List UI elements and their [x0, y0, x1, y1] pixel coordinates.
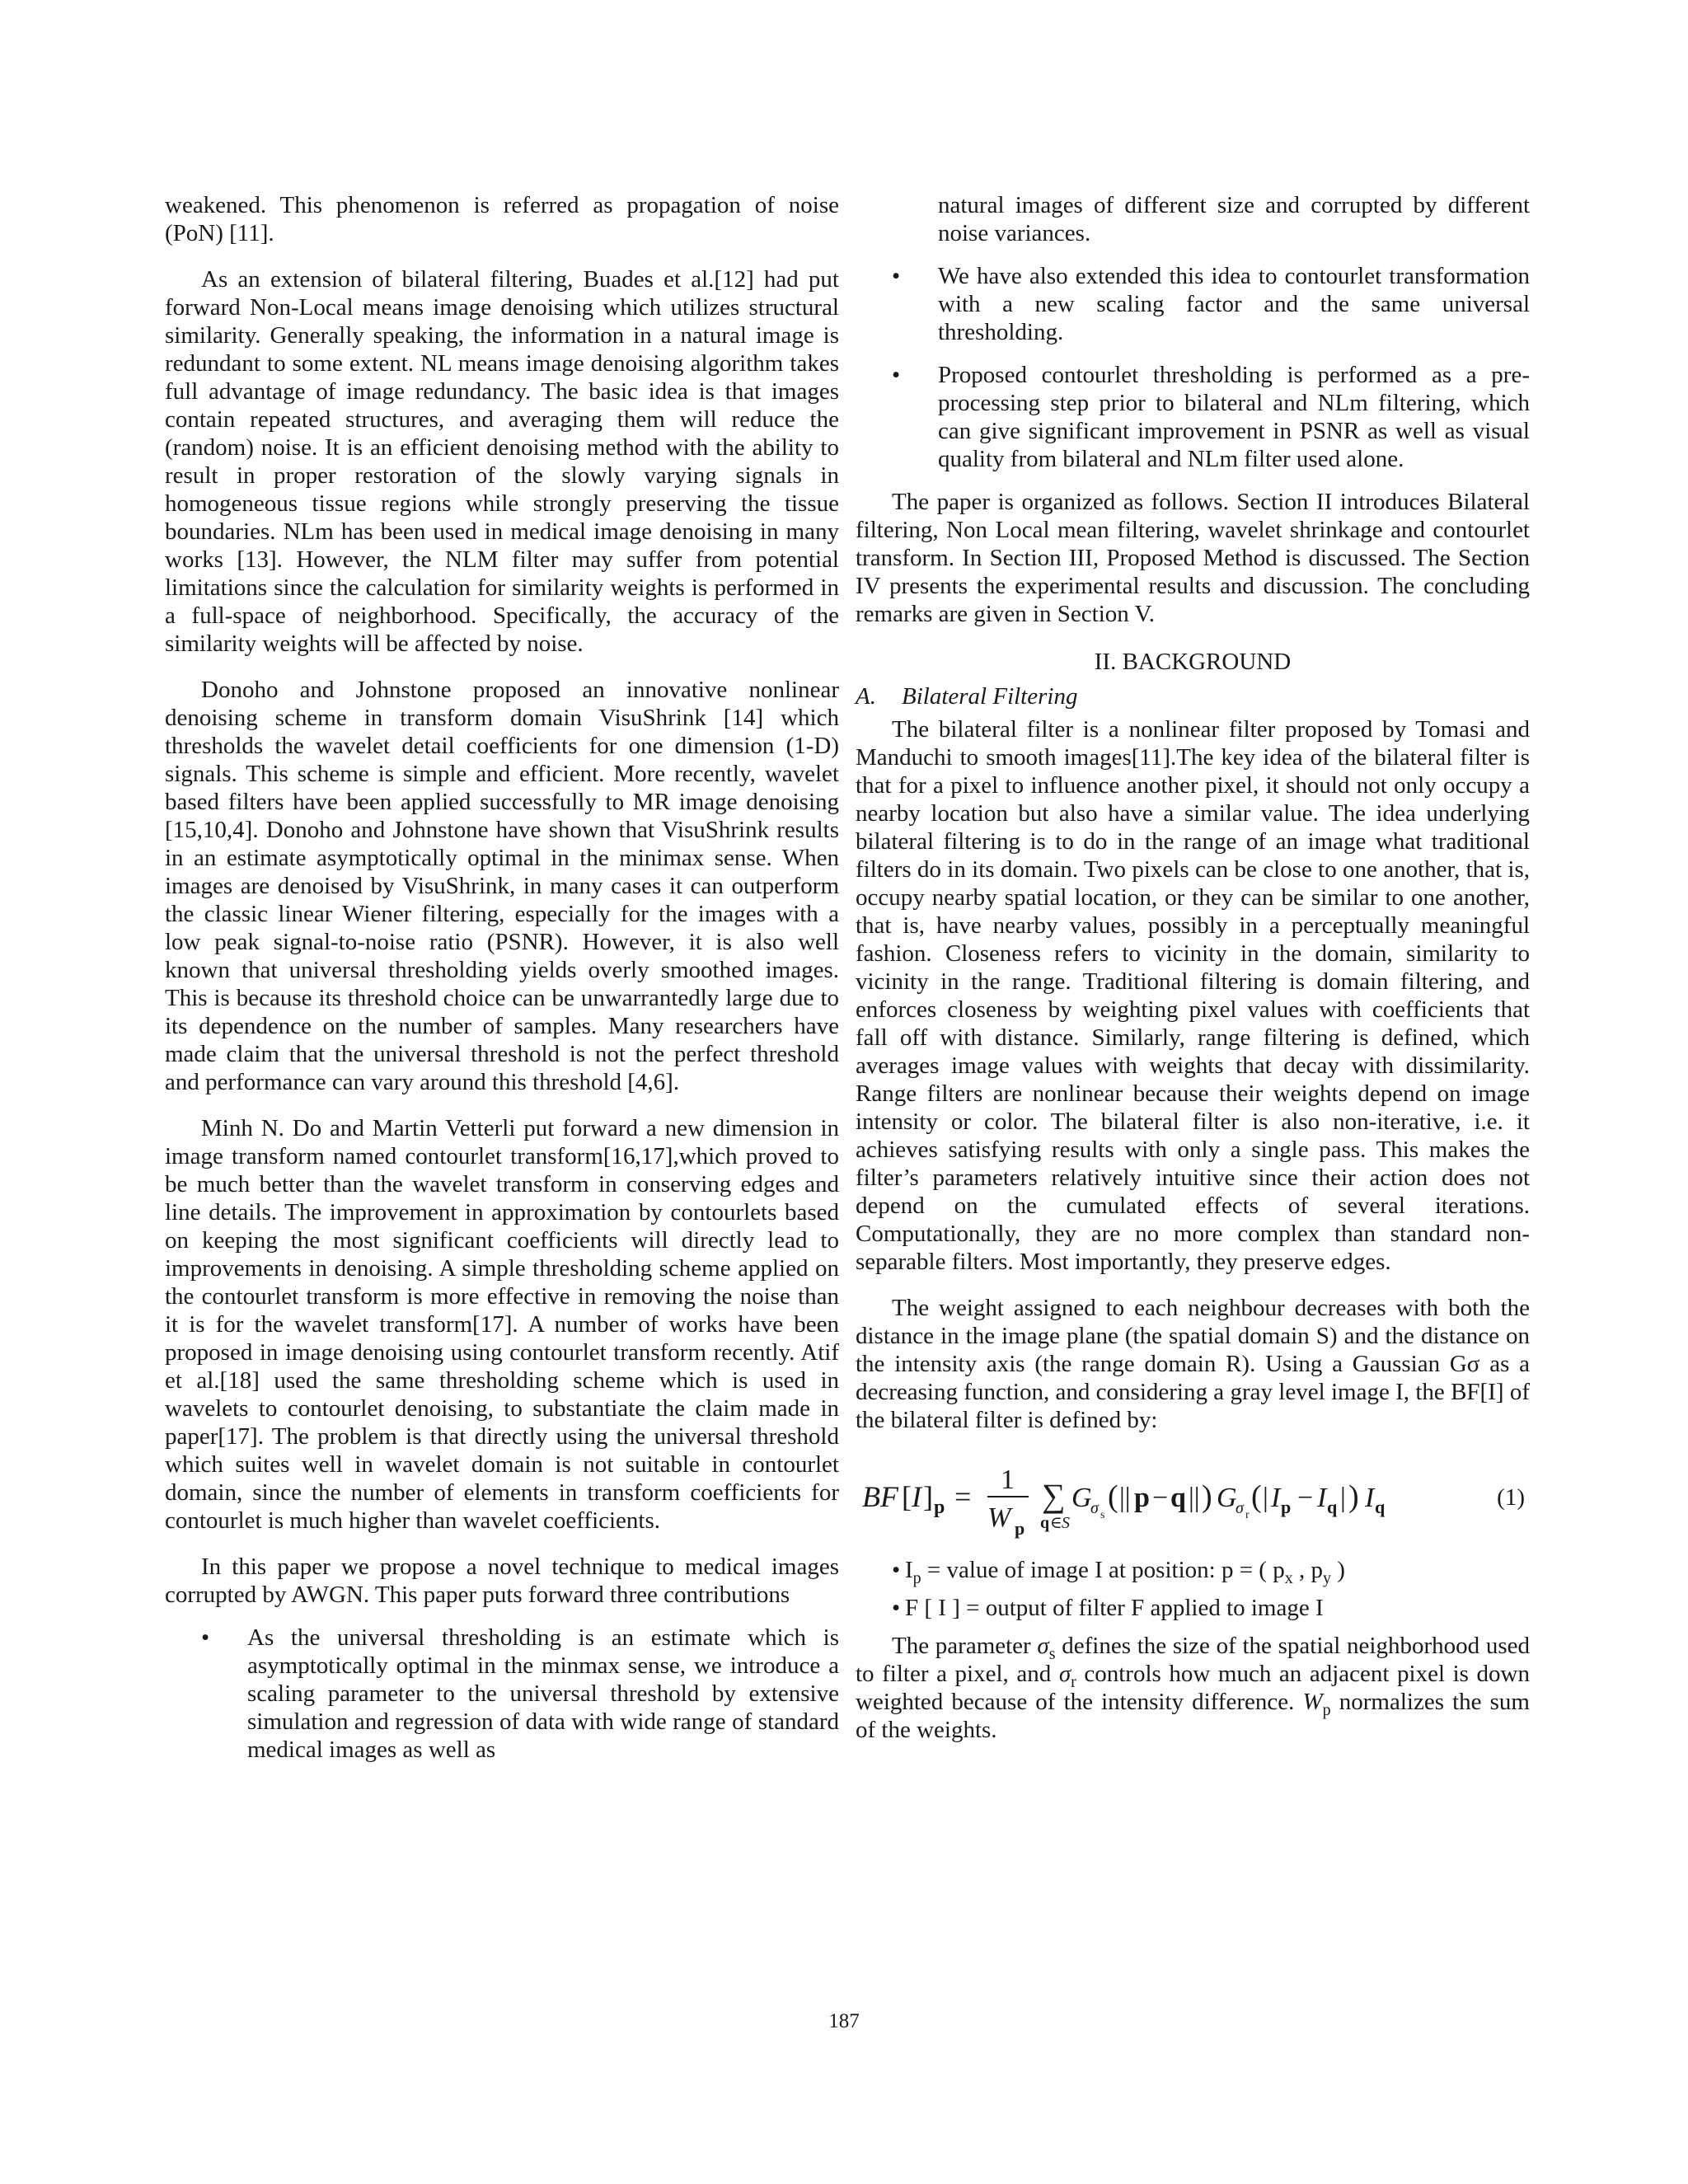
list-item: • We have also extended this idea to contourlet transformation with a new scaling factor and the same universal thresholding. [892, 263, 1530, 345]
paragraph-bilateral: The bilateral filter is a nonlinear filter proposed by Tomasi and Manduchi to smooth images[11].The key idea of the bilateral filter is that for a pixel to influence another pixel, it should not only occupy a nearby location but also have a similar value. The idea underlying bilateral filtering is to do in the range of an image what traditional filters do in its domain. Two pixels can be close to one another, that is, occupy nearby spatial location, or they can be similar to one another, that is, have nearby values, possibly in a perceptually meaningful fashion. Closeness refers to vicinity in the domain, similarity to vicinity in the range. Traditional filtering is domain filtering, and enforces closeness by weighting pixel values with coefficients that fall off with distance. Similarly, range filtering is defined, which averages image values with weights that decay with dissimilarity. Range filters are nonlinear because their weights depend on image intensity or color. The bilateral filter is also non-iterative, i.e. it achieves satisfying results with only a single pass. This makes the filter’s parameters relatively intuitive since their action does not depend on the cumulated effects of several iterations. Computationally, they are no more complex than standard non-separable filters. Most importantly, they preserve edges. [856, 716, 1530, 1275]
svg-text:|: | [1263, 1483, 1268, 1513]
bullet-icon: • [201, 1624, 210, 1651]
paragraph-pon: weakened. This phenomenon is referred as propagation of noise (PoN) [11]. [165, 192, 839, 246]
svg-text:G: G [1071, 1483, 1092, 1513]
svg-text:p: p [934, 1497, 945, 1518]
svg-text:): ) [1348, 1479, 1359, 1514]
paragraph-parameters: The parameter $\sigma_s$ defines the size of the spatial neighborhood used to filter a pixel, and $\sigma_r$ controls how much an adjacent pixel is down weighted because of the intensity difference. $W_p$ normalizes the sum of the weights. [856, 1633, 1530, 1743]
svg-text:q: q [1327, 1497, 1338, 1517]
svg-text:|: | [1340, 1483, 1346, 1513]
svg-text:G: G [1217, 1483, 1237, 1513]
bullet-icon: • [892, 362, 901, 388]
list-item: natural images of different size and corrupted by different noise variances. [938, 192, 1530, 246]
svg-text:I: I [1317, 1483, 1327, 1513]
svg-text:=: = [954, 1480, 972, 1513]
equation-number: (1) [1497, 1484, 1525, 1511]
contributions-list-continued [856, 191, 1530, 473]
svg-text:q: q [1040, 1514, 1050, 1532]
svg-text:S: S [1062, 1514, 1070, 1532]
right-column [856, 191, 1530, 1744]
page-number: 187 [828, 2010, 860, 2032]
svg-text:I: I [1365, 1483, 1375, 1513]
left-column [165, 191, 839, 1779]
svg-text:W: W [987, 1502, 1011, 1533]
svg-text:]: ] [923, 1480, 933, 1513]
list-item: • Proposed contourlet thresholding is performed as a pre-processing step prior to bilateral and NLm filtering, which can give significant improvement in PSNR as well as visual quality from bilateral and NLm filter used alone. [892, 362, 1530, 472]
svg-text:(: ( [1251, 1479, 1262, 1514]
definitions-list [856, 1556, 1530, 1622]
svg-text:∈: ∈ [1050, 1514, 1062, 1532]
contributions-list [165, 1624, 839, 1764]
equation-bilateral-filter [856, 1451, 1530, 1541]
section-heading: II. BACKGROUND [1094, 649, 1292, 675]
bullet-icon: • [892, 1595, 901, 1621]
svg-text:I: I [912, 1480, 921, 1513]
list-item: • As the universal thresholding is an estimate which is asymptotically optimal in the minmax sense, we introduce a scaling parameter to the universal threshold by extensive simulation and regression of data with wide range of standard medical images as well as [201, 1624, 839, 1763]
svg-text:p: p [1281, 1497, 1292, 1517]
list-item: • F [ I ] = output of filter F applied to image I [892, 1595, 1324, 1621]
svg-text:||: || [1189, 1483, 1200, 1513]
svg-text:||: || [1119, 1483, 1131, 1513]
svg-text:q: q [1170, 1483, 1186, 1513]
svg-text:BF: BF [862, 1480, 898, 1513]
svg-text:p: p [1134, 1483, 1150, 1513]
list-item: • $I_p$ = value of image I at position: p = ( $p_x$ , $p_y$ ) [892, 1557, 1345, 1587]
svg-text:∑: ∑ [1042, 1477, 1066, 1514]
svg-text:[: [ [902, 1480, 912, 1513]
paragraph-weights: The weight assigned to each neighbour decreases with both the distance in the image plane (the spatial domain S) and the distance on the intensity axis (the range domain R). Using a Gaussian Gσ as a decreasing function, and considering a gray level image I, the BF[I] of the bilateral filter is defined by: [856, 1295, 1530, 1433]
paragraph-contourlet: Minh N. Do and Martin Vetterli put forward a new dimension in image transform named contourlet transform[16,17],which proved to be much better than the wavelet transform in conserving edges and line details. The improvement in approximation by contourlets based on keeping the most significant coefficients will directly lead to improvements in denoising. A simple thresholding scheme applied on the contourlet transform is more effective in removing the noise than it is for the wavelet transform[17]. A number of works have been proposed in image denoising using contourlet transform recently. Atif et al.[18] used the same thresholding scheme which is used in wavelets to contourlet denoising, to substantiate the claim made in paper[17]. The problem is that directly using the universal threshold which suites well in wavelet domain is not suitable in contourlet domain, since the number of elements in transform coefficients for contourlet is much higher than wavelet coefficients. [165, 1115, 839, 1534]
svg-text:q: q [1375, 1497, 1386, 1517]
svg-text:1: 1 [1001, 1465, 1015, 1495]
bullet-icon: • [892, 1557, 901, 1583]
svg-text:σ: σ [1090, 1499, 1099, 1517]
paragraph-proposal: In this paper we propose a novel technique to medical images corrupted by AWGN. This paper puts forward three contributions [165, 1554, 839, 1608]
bullet-icon: • [892, 263, 901, 289]
svg-text:s: s [1100, 1509, 1105, 1521]
svg-text:r: r [1245, 1509, 1250, 1521]
svg-text:p: p [1015, 1518, 1025, 1539]
svg-text:−: − [1297, 1483, 1314, 1513]
svg-text:(: ( [1108, 1479, 1118, 1514]
svg-text:I: I [1271, 1483, 1281, 1513]
paragraph-nlm: As an extension of bilateral filtering, Buades et al.[12] had put forward Non-Local means image denoising which utilizes structural similarity. Generally speaking, the information in a natural image is redundant to some extent. NL means image denoising algorithm takes full advantage of image redundancy. The basic idea is that images contain repeated structures, and averaging them will reduce the (random) noise. It is an efficient denoising method with the ability to result in proper restoration of the slowly varying signals in homogeneous tissue regions while strongly preserving the tissue boundaries. NLm has been used in medical image denoising in many works [13]. However, the NLM filter may suffer from potential limitations since the calculation for similarity weights is performed in a full-space of neighborhood. Specifically, the accuracy of the similarity weights will be affected by noise. [165, 266, 839, 657]
svg-text:−: − [1152, 1483, 1169, 1513]
svg-text:σ: σ [1236, 1499, 1244, 1517]
svg-text:): ) [1202, 1479, 1212, 1514]
paragraph-visushrink: Donoho and Johnstone proposed an innovative nonlinear denoising scheme in transform domain VisuShrink [14] which thresholds the wavelet detail coefficients for one dimension (1-D) signals. This scheme is simple and efficient. More recently, wavelet based filters have been applied successfully to MR image denoising [15,10,4]. Donoho and Johnstone have shown that VisuShrink results in an estimate asymptotically optimal in the minimax sense. When images are denoised by VisuShrink, in many cases it can outperform the classic linear Wiener filtering, especially for the images with a low peak signal-to-noise ratio (PSNR). However, it is also well known that universal thresholding yields overly smoothed images. This is because its threshold choice can be unwarrantedly large due to its dependence on the number of samples. Many researchers have made claim that the universal threshold is not the perfect threshold and performance can vary around this threshold [4,6]. [165, 677, 839, 1095]
paragraph-organization: The paper is organized as follows. Section II introduces Bilateral filtering, Non Local mean filtering, wavelet shrinkage and contourlet transform. In Section III, Proposed Method is discussed. The Section IV presents the experimental results and discussion. The concluding remarks are given in Section V. [856, 489, 1530, 627]
subsection-heading: A. Bilateral Filtering [856, 683, 1078, 710]
